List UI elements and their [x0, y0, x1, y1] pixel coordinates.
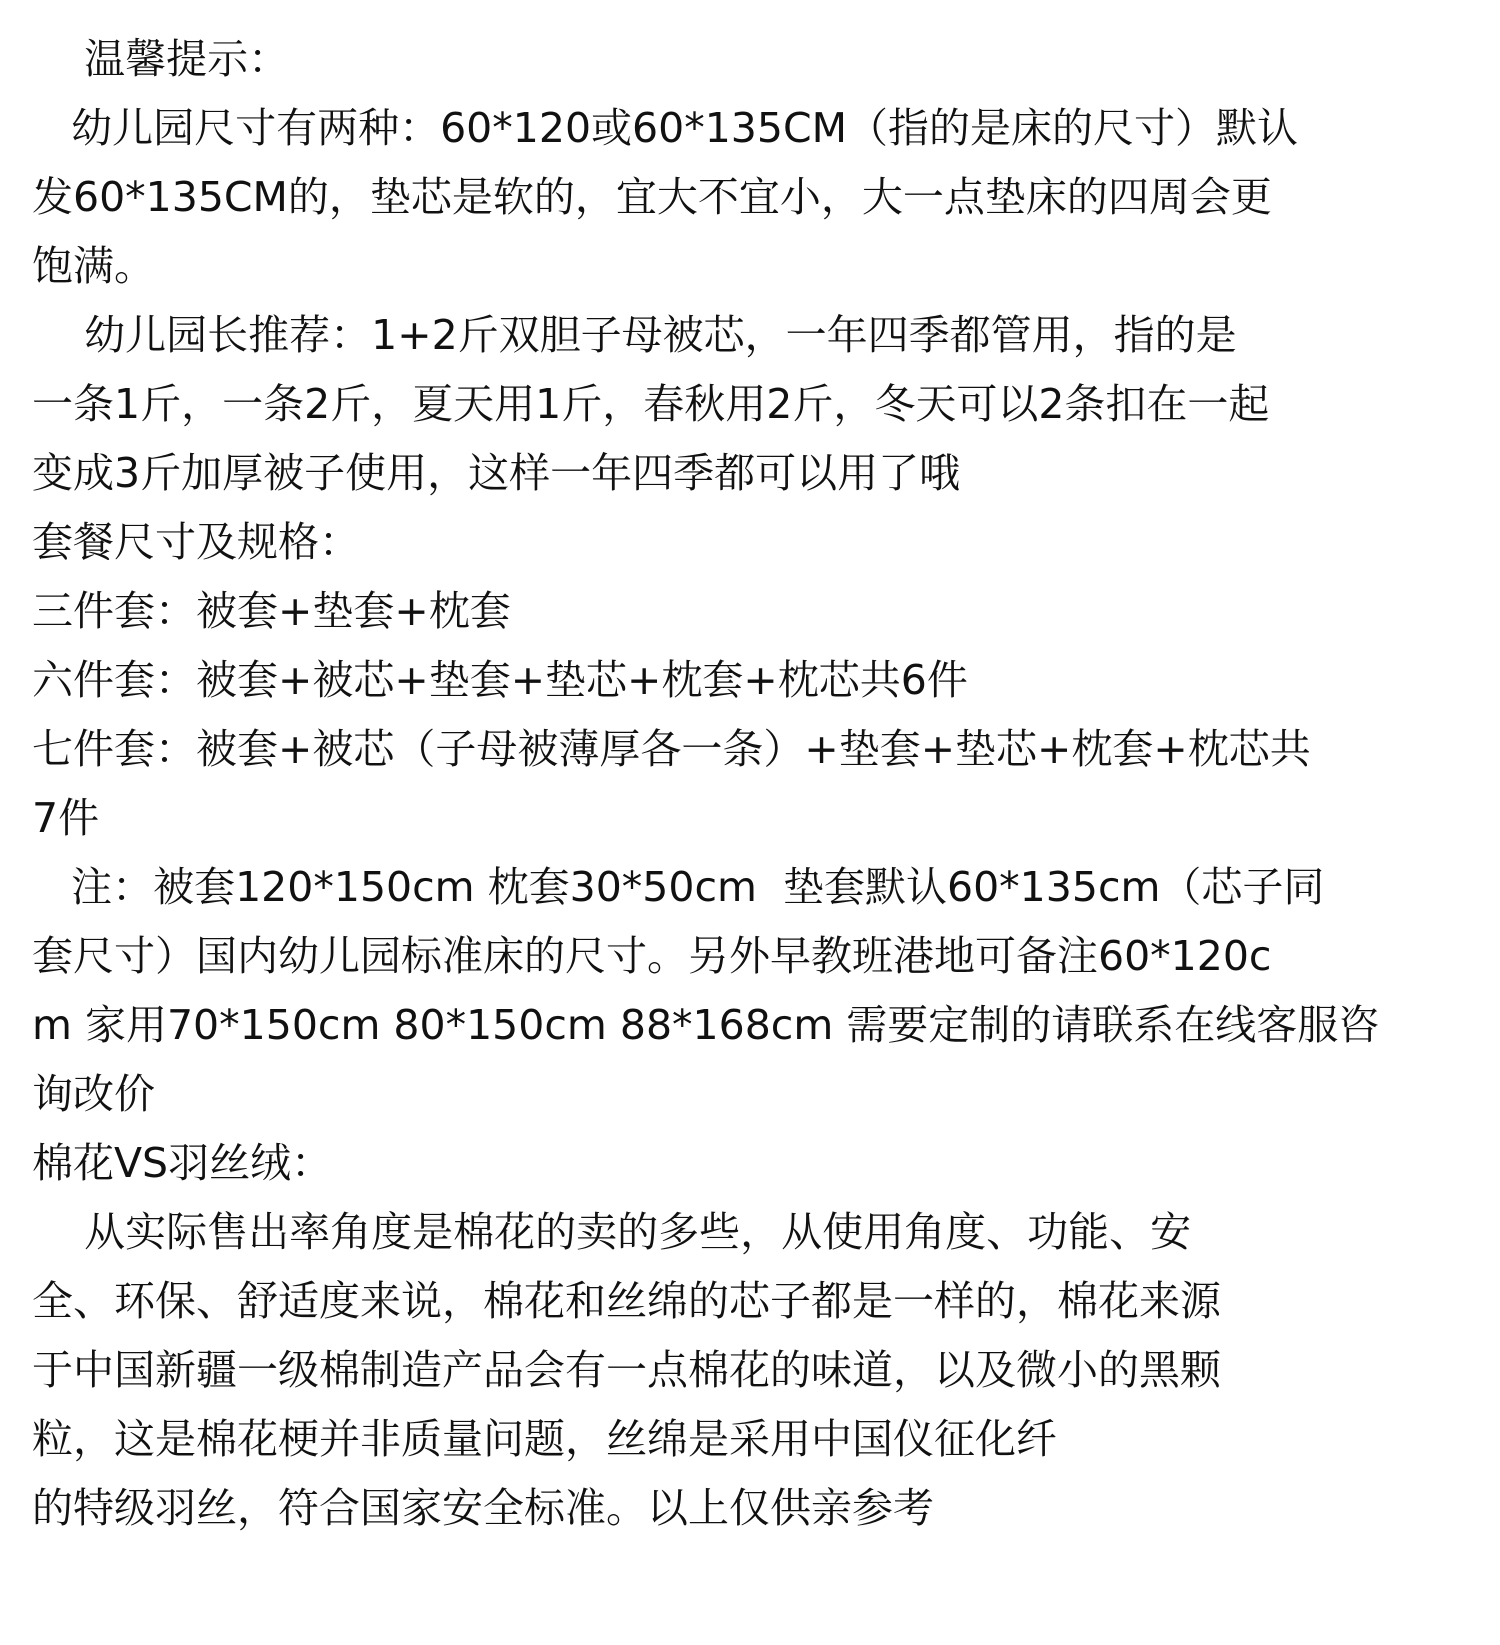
package-spec-heading: 套餐尺寸及规格： — [32, 518, 360, 566]
note-line-1: 注：被套120*150cm 枕套30*50cm 垫套默认60*135cm（芯子同 — [32, 863, 1325, 911]
kindergarten-size-line-2: 发60*135CM的，垫芯是软的，宜大不宜小，大一点垫床的四周会更 — [32, 173, 1272, 221]
comparison-line-1: 从实际售出率角度是棉花的卖的多些，从使用角度、功能、安 — [32, 1208, 1192, 1256]
kindergarten-size-line-1: 幼儿园尺寸有两种：60*120或60*135CM（指的是床的尺寸）默认 — [32, 104, 1298, 152]
notice-heading: 温馨提示： — [32, 35, 290, 83]
comparison-line-4: 粒，这是棉花梗并非质量问题，丝绵是采用中国仪征化纤 — [32, 1415, 1057, 1463]
recommendation-line-1: 幼儿园长推荐：1+2斤双胆子母被芯，一年四季都管用，指的是 — [32, 311, 1237, 359]
recommendation-line-3: 变成3斤加厚被子使用，这样一年四季都可以用了哦 — [32, 449, 961, 497]
seven-piece-set-line-2: 7件 — [32, 794, 100, 842]
kindergarten-size-line-3: 饱满。 — [32, 242, 155, 290]
six-piece-set: 六件套：被套+被芯+垫套+垫芯+枕套+枕芯共6件 — [32, 656, 968, 704]
seven-piece-set-line-1: 七件套：被套+被芯（子母被薄厚各一条）+垫套+垫芯+枕套+枕芯共 — [32, 725, 1311, 773]
three-piece-set: 三件套：被套+垫套+枕套 — [32, 587, 511, 635]
comparison-line-5: 的特级羽丝，符合国家安全标准。以上仅供亲参考 — [32, 1484, 934, 1532]
note-line-2: 套尺寸）国内幼儿园标准床的尺寸。另外早教班港地可备注60*120c — [32, 932, 1272, 980]
note-line-4: 询改价 — [32, 1070, 155, 1118]
comparison-line-3: 于中国新疆一级棉制造产品会有一点棉花的味道，以及微小的黑颗 — [32, 1346, 1221, 1394]
note-line-3: m 家用70*150cm 80*150cm 88*168cm 需要定制的请联系在线客服咨 — [32, 1001, 1380, 1049]
cotton-vs-fiber-heading: 棉花VS羽丝绒： — [32, 1139, 333, 1187]
comparison-line-2: 全、环保、舒适度来说，棉花和丝绵的芯子都是一样的，棉花来源 — [32, 1277, 1221, 1325]
recommendation-line-2: 一条1斤，一条2斤，夏天用1斤，春秋用2斤，冬天可以2条扣在一起 — [32, 380, 1270, 428]
